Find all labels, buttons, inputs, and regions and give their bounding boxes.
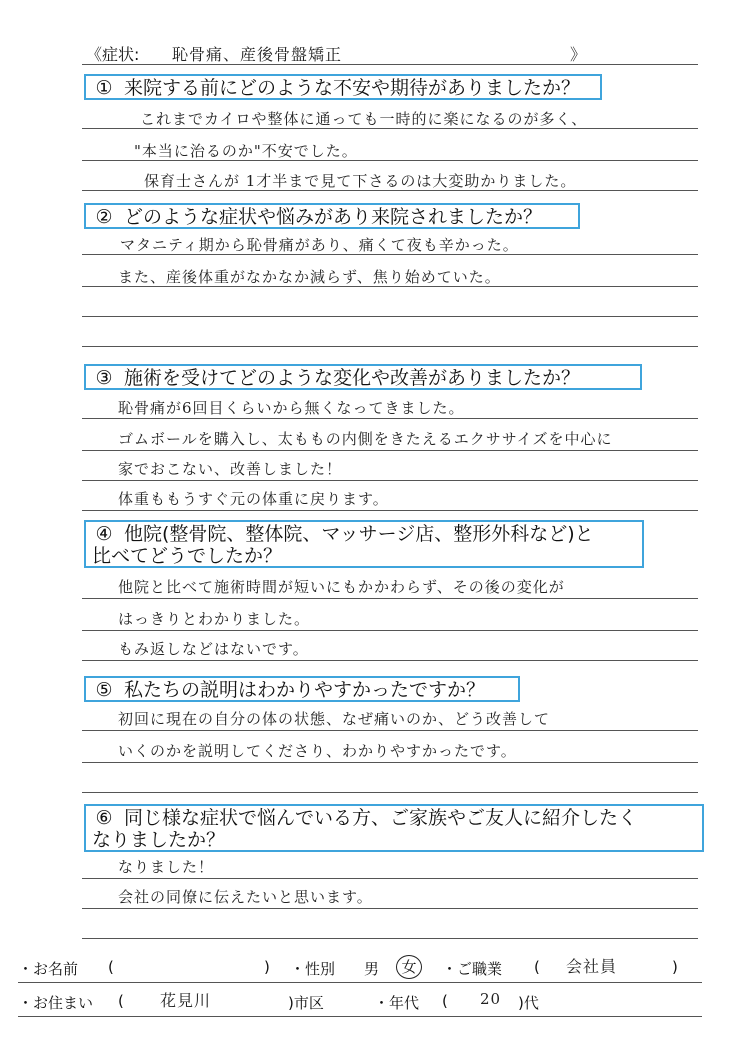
- q6-rule-3: [82, 938, 698, 939]
- q3-answer-2: ゴムボールを購入し、太ももの内側をきたえるエクササイズを中心に: [118, 430, 613, 448]
- occupation-close-paren: ): [672, 958, 678, 976]
- q4-rule-2: [82, 630, 698, 631]
- question-1-number: ①: [95, 77, 113, 99]
- question-4-text-line-1: 他院(整骨院、整体院、マッサージ店、整形外科など)と: [124, 523, 594, 545]
- q6-rule-1: [82, 878, 698, 879]
- q2-answer-2: また、産後体重がなかなか減らず、焦り始めていた。: [118, 268, 501, 286]
- name-open-paren: (: [108, 958, 114, 976]
- question-5-box: [84, 676, 520, 702]
- q2-rule-1: [82, 254, 698, 255]
- question-4-box: [84, 520, 644, 568]
- question-2-box: [84, 203, 580, 229]
- symptom-underline: [82, 64, 698, 65]
- symptom-value: 恥骨痛、産後骨盤矯正: [172, 45, 343, 64]
- q3-answer-4: 体重ももうすぐ元の体重に戻ります。: [118, 490, 389, 508]
- age-open-paren: (: [442, 992, 448, 1010]
- age-label: ・年代: [374, 994, 420, 1012]
- question-6-text-line-2: なりましたか？: [92, 829, 226, 851]
- question-2-text: どのような症状や悩みがあり来院されましたか？: [124, 206, 543, 228]
- footer-row-2: [18, 988, 718, 1016]
- q5-answer-2: いくのかを説明してくださり、わかりやすかったです。: [118, 742, 517, 760]
- gender-female: [396, 955, 422, 979]
- q4-answer-2: はっきりとわかりました。: [118, 610, 311, 628]
- footer-row-1: [18, 954, 718, 982]
- q1-rule-2: [82, 160, 698, 161]
- question-1-box: [84, 74, 602, 100]
- question-3-number: ③: [95, 367, 113, 389]
- q5-rule-2: [82, 762, 698, 763]
- gender-female-circle: 女: [396, 955, 422, 979]
- name-close-paren: ): [264, 958, 270, 976]
- question-3-box: [84, 364, 642, 390]
- footer-rule-2: [18, 1016, 702, 1017]
- q1-rule-3: [82, 190, 698, 191]
- age-value: 20: [480, 990, 502, 1008]
- footer-rule-1: [18, 982, 702, 983]
- question-1-text: 来院する前にどのような不安や期待がありましたか？: [124, 77, 581, 99]
- q2-rule-2: [82, 286, 698, 287]
- question-3-text: 施術を受けてどのような変化や改善がありましたか？: [124, 367, 581, 389]
- q3-answer-3: 家でおこない、改善しました！: [118, 460, 343, 478]
- address-value: 花見川: [160, 991, 212, 1010]
- q4-answer-3: もみ返しなどはないです。: [118, 640, 309, 658]
- question-4-number: ④: [95, 523, 113, 545]
- q4-answer-1: 他院と比べて施術時間が短いにもかかわらず、その後の変化が: [118, 578, 565, 596]
- gender-male: 男: [364, 960, 380, 978]
- q2-rule-4: [82, 346, 698, 347]
- question-6-number: ⑥: [95, 807, 113, 829]
- q4-rule-3: [82, 660, 698, 661]
- q5-answer-1: 初回に現在の自分の体の状態、なぜ痛いのか、どう改善して: [118, 710, 551, 728]
- q3-rule-4: [82, 510, 698, 511]
- q3-answer-1: 恥骨痛が6回目くらいから無くなってきました。: [118, 399, 465, 417]
- occupation-open-paren: (: [534, 958, 540, 976]
- question-5-number: ⑤: [95, 679, 113, 701]
- q2-rule-3: [82, 316, 698, 317]
- q1-answer-3: 保育士さんが 1才半まで見て下さるのは大変助かりました。: [144, 172, 577, 190]
- q3-rule-1: [82, 418, 698, 419]
- symptom-header: [82, 40, 698, 66]
- occupation-value: 会社員: [566, 957, 618, 976]
- question-2-number: ②: [95, 206, 113, 228]
- symptom-close: 》: [570, 45, 587, 64]
- gender-label: ・性別: [290, 960, 336, 978]
- question-5-text: 私たちの説明はわかりやすかったですか？: [124, 679, 486, 701]
- q4-rule-1: [82, 598, 698, 599]
- q3-rule-2: [82, 450, 698, 451]
- address-label: ・お住まい: [18, 994, 94, 1012]
- q1-answer-2: "本当に治るのか"不安でした。: [134, 142, 358, 160]
- q3-rule-3: [82, 480, 698, 481]
- address-suffix: )市区: [288, 994, 324, 1012]
- name-label: ・お名前: [18, 960, 79, 978]
- q6-answer-2: 会社の同僚に伝えたいと思います。: [118, 888, 373, 906]
- symptom-label: 《症状:: [86, 45, 140, 64]
- question-6-box: [84, 804, 704, 852]
- address-open-paren: (: [118, 992, 124, 1010]
- q1-rule-1: [82, 128, 698, 129]
- q6-answer-1: なりました！: [118, 858, 215, 876]
- occupation-label: ・ご職業: [442, 960, 503, 978]
- age-suffix: )代: [518, 994, 539, 1012]
- q1-answer-1: これまでカイロや整体に通っても一時的に楽になるのが多く、: [140, 110, 588, 128]
- q6-rule-2: [82, 908, 698, 909]
- question-4-text-line-2: 比べてどうでしたか？: [92, 545, 283, 567]
- q2-answer-1: マタニティ期から恥骨痛があり、痛くて夜も辛かった。: [120, 236, 519, 254]
- question-6-text-line-1: 同じ様な症状で悩んでいる方、ご家族やご友人に紹介したく: [124, 807, 638, 829]
- q5-rule-3: [82, 792, 698, 793]
- q5-rule-1: [82, 730, 698, 731]
